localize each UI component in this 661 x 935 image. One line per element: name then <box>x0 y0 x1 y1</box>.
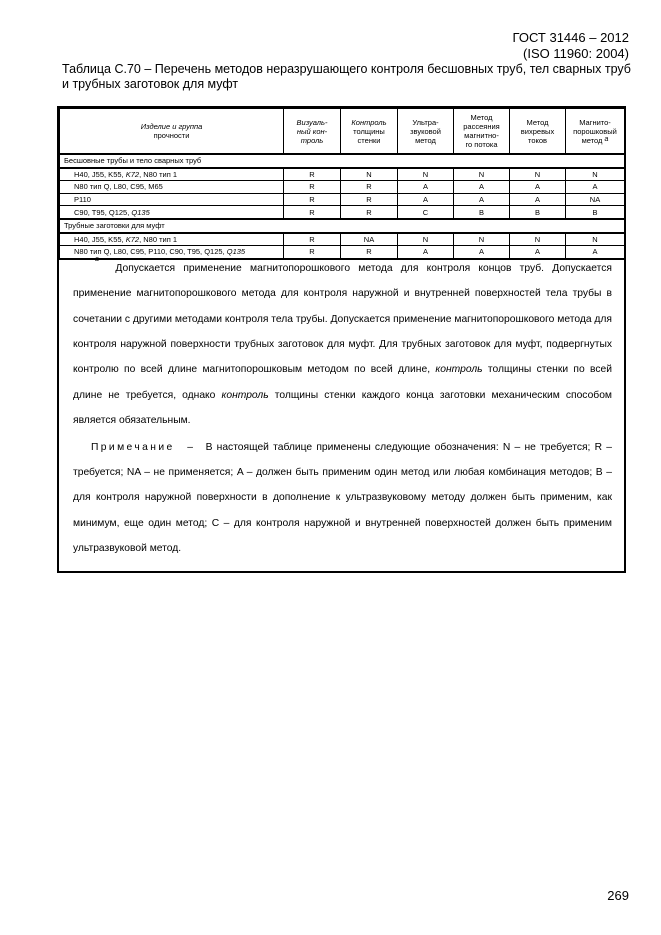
notes-block <box>59 256 624 562</box>
header-visual: Визуаль- ный кон- троль <box>284 109 341 155</box>
method-cell: C <box>398 206 454 219</box>
method-cell: R <box>284 193 341 206</box>
product-cell: H40, J55, K55, K72, N80 тип 1 <box>60 168 284 181</box>
group-row <box>60 154 625 168</box>
product-cell: H40, J55, K55, K72, N80 тип 1 <box>60 233 284 246</box>
table-row <box>60 206 625 219</box>
method-cell: N <box>566 168 625 181</box>
table-frame <box>57 106 626 573</box>
method-cell: A <box>398 193 454 206</box>
method-cell: B <box>454 206 510 219</box>
method-cell: N <box>341 168 398 181</box>
header-flux-leakage: Метод рассеяния магнитно- го потока <box>454 109 510 155</box>
method-cell: R <box>284 206 341 219</box>
header-product: Изделие и группа прочности <box>60 109 284 155</box>
method-cell: A <box>454 246 510 259</box>
footnote-mark: a <box>95 255 99 263</box>
method-cell: R <box>341 206 398 219</box>
note-label: Примечание <box>91 441 175 453</box>
header-thickness: Контроль толщины стенки <box>341 109 398 155</box>
method-cell: A <box>454 181 510 194</box>
page-number: 269 <box>607 888 629 903</box>
method-cell: A <box>398 246 454 259</box>
product-cell: C90, T95, Q125, Q135 <box>60 206 284 219</box>
method-cell: N <box>398 233 454 246</box>
method-cell: R <box>284 233 341 246</box>
group-coupling-stock: Трубные заготовки для муфт <box>60 219 625 233</box>
method-cell: A <box>398 181 454 194</box>
method-cell: A <box>510 181 566 194</box>
method-cell: B <box>510 206 566 219</box>
method-cell: A <box>566 181 625 194</box>
method-cell: N <box>566 233 625 246</box>
method-cell: R <box>284 246 341 259</box>
method-cell: NA <box>341 233 398 246</box>
table-header-row <box>60 109 625 155</box>
header-eddy-current: Метод вихревых токов <box>510 109 566 155</box>
table-caption: Таблица C.70 – Перечень методов неразрушающего контроля бесшовных труб, тел сварных труб и трубных заготовок для муфт <box>62 62 631 91</box>
product-cell: P110 <box>60 193 284 206</box>
note-paragraph: Примечание – В настоящей таблице применены следующие обозначения: N – не требуется; R – требуется; NA – не применяется; A – должен быть применим один метод или любая комбинация методов; B – для контроля наружной поверхности в дополнение к ультразвуковому методу должен быть применим, как минимум, еще один метод; C – для контроля наружной и внутренней поверхностей должен быть применим ультразвуковой метод. <box>73 441 612 555</box>
method-cell: A <box>510 246 566 259</box>
document-header <box>513 30 629 62</box>
method-cell: R <box>341 246 398 259</box>
table-row <box>60 233 625 246</box>
methods-table <box>59 108 625 260</box>
method-cell: N <box>454 233 510 246</box>
method-cell: A <box>566 246 625 259</box>
method-cell: NA <box>566 193 625 206</box>
method-cell: R <box>284 168 341 181</box>
product-cell: N80 тип Q, L80, C95, M65 <box>60 181 284 194</box>
header-magnetic-particle: Магнито- порошковый метод a <box>566 109 625 155</box>
header-ultrasonic: Ультра- звуковой метод <box>398 109 454 155</box>
product-cell: N80 тип Q, L80, C95, P110, C90, T95, Q125, Q135 <box>60 246 284 259</box>
standard-iso-ref: (ISO 11960: 2004) <box>523 46 629 61</box>
group-seamless: Бесшовные трубы и тело сварных труб <box>60 154 625 168</box>
footnote-a: $^a$ Допускается применение магнитопорошкового метода для контроля концов труб. Допускается применение магнитопорошкового метода для контроля наружной и внутренней поверхностей тела трубы в сочетании с другими методами контроля тела трубы. Допускается применение магнитопорошкового метода для контроля наружной поверхности трубных заготовок для муфт. Для трубных заготовок для муфт, подвергнутых контролю по всей длине магнитопорошковым методом по всей длине, контроль толщины стенки по всей длине не требуется, однако контроль толщины стенки каждого конца заготовки механическим способом является обязательным. <box>73 255 613 427</box>
method-cell: A <box>454 193 510 206</box>
note-text: В настоящей таблице применены следующие обозначения: N – не требуется; R – требуется; NA – не применяется; A – должен быть применим один метод или любая комбинация методов; B – для контроля наружной поверхности в дополнение к ультразвуковому методу должен быть применим, как минимум, еще один метод; C – для контроля наружной и внутренней поверхностей должен быть применим ультразвуковой метод. <box>73 441 612 555</box>
method-cell: N <box>510 168 566 181</box>
table-row <box>60 168 625 181</box>
method-cell: N <box>510 233 566 246</box>
method-cell: N <box>454 168 510 181</box>
group-row <box>60 219 625 233</box>
table-row <box>60 181 625 194</box>
method-cell: N <box>398 168 454 181</box>
method-cell: R <box>341 181 398 194</box>
table-row <box>60 193 625 206</box>
method-cell: B <box>566 206 625 219</box>
method-cell: A <box>510 193 566 206</box>
method-cell: R <box>284 181 341 194</box>
method-cell: R <box>341 193 398 206</box>
standard-number: ГОСТ 31446 – 2012 <box>512 30 629 45</box>
